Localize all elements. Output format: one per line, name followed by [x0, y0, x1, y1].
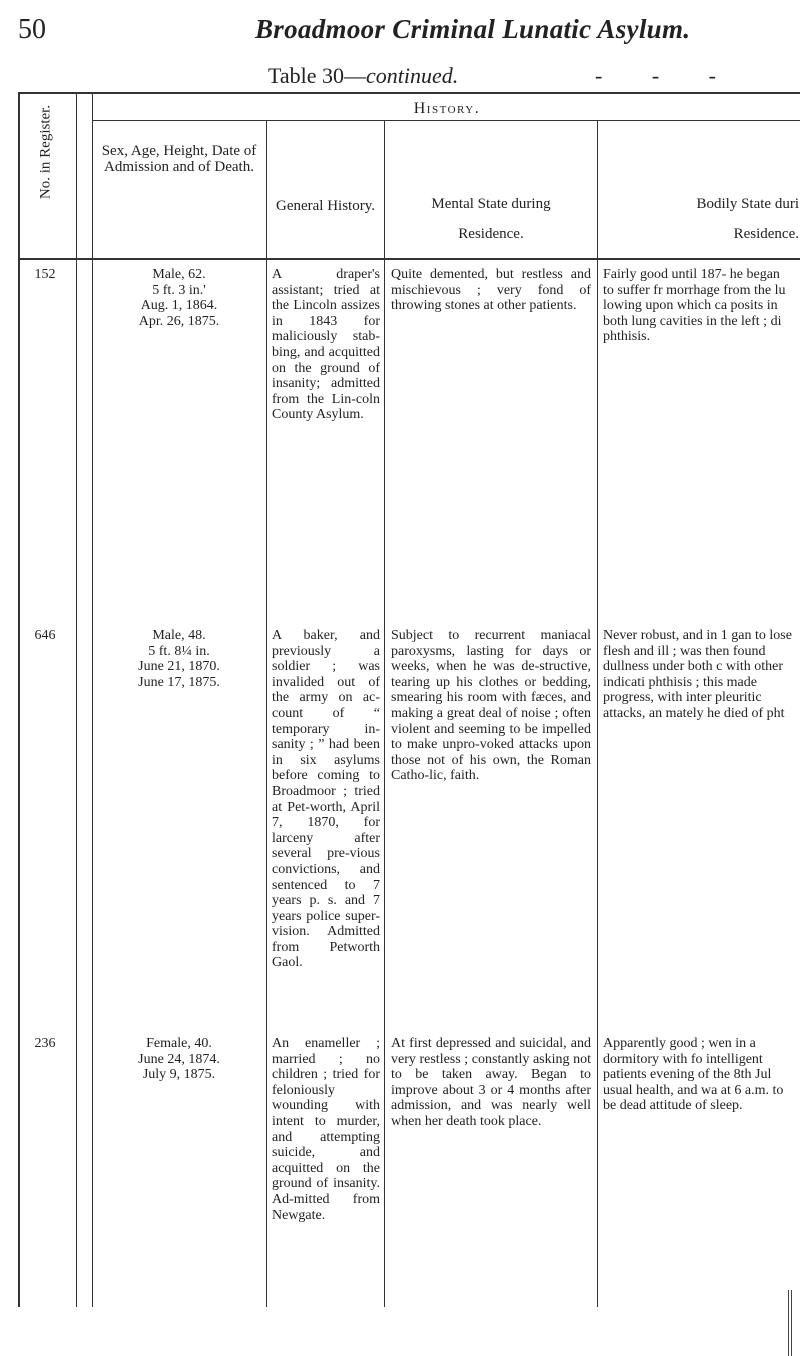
- sex-line: Female, 40.: [146, 1036, 212, 1051]
- sex-line: Aug. 1, 1864.: [140, 298, 218, 314]
- register-column-divider: [76, 92, 77, 1307]
- register-number: 152: [34, 267, 56, 282]
- bodily-state-text: Fairly good until 187- he began to suffer fr morrhage from the lu lowing upon which ca posits in both lung cavities in the left ; di phthisis.: [603, 267, 786, 345]
- mental-state-text: Quite demented, but restless and mischievous ; very fond of throwing stones at other patients.: [391, 267, 591, 314]
- sex-column-divider: [92, 92, 93, 1307]
- header-history: History.: [413, 100, 481, 117]
- running-title: Broadmoor Criminal Lunatic Asylum.: [255, 14, 691, 44]
- header-sex-age: Sex, Age, Height, Date of Admission and of Death.: [101, 143, 257, 175]
- header-mental-line2: Residence.: [458, 226, 524, 242]
- table-top-rule: [18, 92, 800, 94]
- general-history-text: An enameller ; married ; no children ; tried for feloniously wounding with intent to murder, and attempting suicide, and acquitted on the ground of insanity. Ad-mitted from Newgate.: [272, 1036, 380, 1223]
- bodily-column-divider: [597, 120, 598, 1307]
- sex-line: June 24, 1874.: [138, 1051, 220, 1067]
- sex-age-dates: [94, 628, 264, 690]
- page-edge-marks: [788, 1290, 794, 1356]
- table-caption-prefix: Table 30—: [268, 63, 367, 88]
- header-general-history: General History.: [276, 198, 375, 214]
- general-column-divider: [266, 120, 267, 1307]
- header-bottom-rule: [18, 258, 800, 260]
- header-bodily-line2: Residence.: [733, 226, 799, 242]
- sex-line: Apr. 26, 1875.: [138, 313, 220, 329]
- header-register: No. in Register.: [37, 104, 54, 200]
- header-bodily-line1: Bodily State duri: [696, 196, 799, 212]
- sex-line: June 21, 1870.: [138, 659, 220, 675]
- general-history-text: A baker, and previously a soldier ; was invalided out of the army on ac-count of “ temporary in-sanity ; ” had been in six asylums before coming to Broadmoor ; tried at Pet-worth, April 7, 1870, for larceny after several pre-vious convictions, and sentenced to 7 years p. s. and 7 years police super-vision. Admitted from Petworth Gaol.: [272, 628, 380, 971]
- sex-age-dates: [94, 267, 264, 329]
- bodily-state-text: Apparently good ; wen in a dormitory with fo intelligent patients evening of the 8th Jul usual health, and wa at 6 a.m. to be dead attitude of sleep.: [603, 1036, 784, 1114]
- register-number: 646: [34, 628, 56, 643]
- table-caption-continued: continued.: [366, 63, 459, 88]
- table-caption: [268, 63, 458, 89]
- general-history-text: A draper's assistant; tried at the Lincoln assizes in 1843 for maliciously stab-bing, and acquitted on the ground of insanity; admitted from the Lin-coln County Asylum.: [272, 267, 380, 423]
- mental-column-divider: [384, 120, 385, 1307]
- sex-line: 5 ft. 3 in.': [152, 282, 206, 298]
- header-mental-line1: Mental State during: [431, 196, 551, 212]
- sex-line: July 9, 1875.: [142, 1067, 216, 1083]
- header-mental-state: [386, 196, 596, 242]
- mental-state-text: Subject to recurrent maniacal paroxysms, lasting for days or weeks, when he was de-structive, tearing up his clothes or bedding, smearing his room with fæces, and making a great deal of noise ; often violent and seeming to be impelled to make unpro-voked attacks upon those not of his own, the Roman Catho-lic, faith.: [391, 628, 591, 784]
- mental-state-text: At first depressed and suicidal, and very restless ; constantly asking not to be taken away. Began to improve about 3 or 4 months after admission, and was nearly well when her death took place.: [391, 1036, 591, 1129]
- caption-dashes: - - -: [595, 63, 738, 88]
- register-number: 236: [34, 1036, 56, 1051]
- sex-line: 5 ft. 8¼ in.: [148, 643, 210, 659]
- sex-line: Male, 62.: [152, 267, 206, 282]
- sex-line: June 17, 1875.: [138, 674, 220, 690]
- bodily-state-text: Never robust, and in 1 gan to lose flesh and ill ; was then found dullness under both c with other indicati phthisis ; this made progress, with inter pleuritic attacks, an mately he died of pht: [603, 628, 792, 721]
- sex-age-dates: [94, 1036, 264, 1083]
- page-number: 50: [18, 14, 46, 45]
- history-subheader-rule: [92, 120, 800, 121]
- sex-line: Male, 48.: [152, 628, 206, 643]
- header-bodily-state: [599, 196, 799, 242]
